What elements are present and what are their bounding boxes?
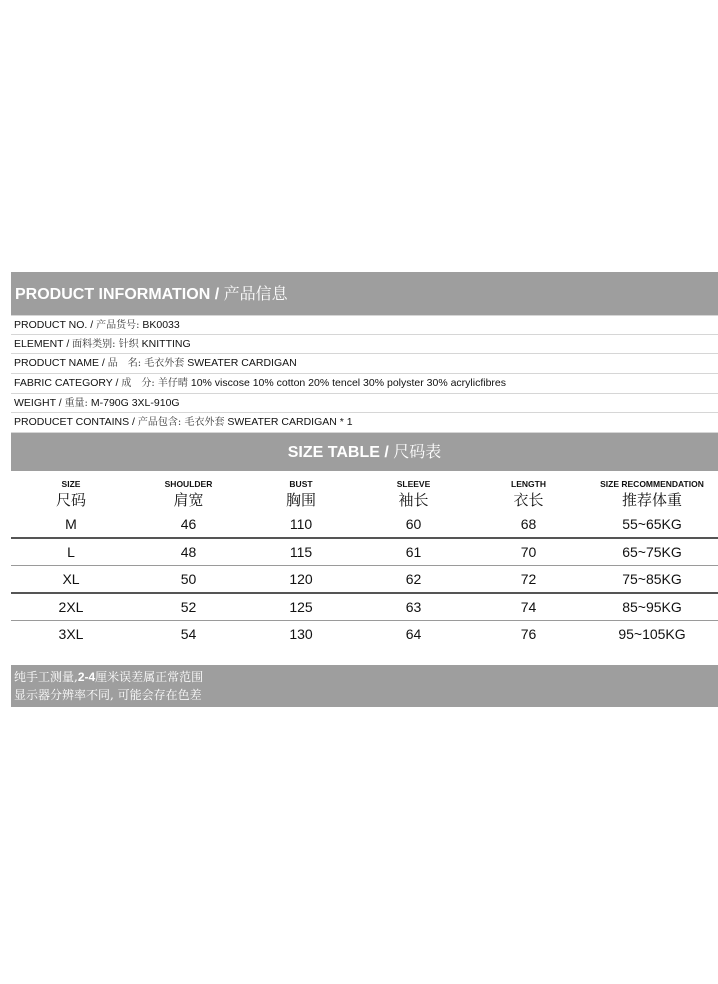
info-label: FABRIC CATEGORY / [14, 377, 119, 390]
product-info-list [11, 315, 718, 433]
size-table-header [11, 433, 718, 471]
product-info-title-zh: 产品信息 [223, 284, 288, 303]
note-line-1-post: 厘米误差属正常范围 [95, 670, 204, 684]
note-line-1-range: 2-4 [77, 670, 96, 684]
info-label-zh: 成 分: 羊仔晴 [121, 378, 188, 390]
cell-recommendation: 55~65KG [622, 516, 682, 532]
cell-shoulder: 52 [180, 599, 197, 615]
table-row [11, 539, 718, 566]
cell-shoulder: 46 [180, 516, 197, 532]
info-row-fabric-category [11, 374, 718, 394]
cell-bust: 130 [289, 626, 313, 642]
product-info-header [11, 272, 718, 315]
info-label: PRODUCT NO. / [14, 319, 94, 331]
info-row-product-no [11, 315, 718, 335]
info-value: SWEATER CARDIGAN [187, 357, 297, 370]
cell-length: 70 [520, 544, 537, 560]
size-table-body [11, 511, 718, 647]
cell-length: 72 [520, 571, 537, 587]
col-header-zh: 袖长 [398, 491, 429, 509]
spacer [11, 647, 718, 665]
col-header-en: SIZE [61, 479, 81, 489]
info-label-zh: 品 名: 毛衣外套 [107, 358, 185, 370]
cell-bust: 125 [289, 599, 313, 615]
col-header-zh: 尺码 [55, 491, 86, 509]
col-header-en: SLEEVE [396, 479, 431, 489]
cell-sleeve: 60 [405, 516, 422, 532]
col-header-shoulder [131, 471, 246, 511]
cell-sleeve: 63 [405, 599, 422, 615]
col-header-en: BUST [289, 479, 313, 489]
info-label: WEIGHT / [14, 396, 62, 409]
cell-bust: 120 [289, 571, 313, 587]
info-value: KNITTING [141, 337, 191, 350]
table-row [11, 594, 718, 621]
cell-size: 2XL [58, 599, 84, 615]
info-value: BK0033 [142, 319, 180, 331]
info-label-zh: 产品货号: [96, 320, 140, 331]
table-row [11, 566, 718, 594]
cell-length: 74 [520, 599, 537, 615]
col-header-size [11, 471, 131, 511]
cell-shoulder: 50 [180, 571, 197, 587]
size-table-title: SIZE TABLE / [287, 444, 389, 461]
col-header-zh: 胸围 [285, 491, 316, 509]
col-header-en: SIZE RECOMMENDATION [600, 479, 704, 489]
col-header-zh: 推荐体重 [621, 491, 682, 509]
cell-sleeve: 62 [405, 571, 422, 587]
col-header-length [471, 471, 586, 511]
cell-length: 68 [520, 516, 537, 532]
col-header-bust [246, 471, 356, 511]
col-header-zh: 衣长 [513, 491, 544, 509]
info-value: SWEATER CARDIGAN * 1 [227, 416, 353, 429]
info-label-zh: 产品包含: 毛衣外套 [137, 417, 225, 429]
cell-size: XL [62, 571, 80, 587]
info-value: 10% viscose 10% cotton 20% tencel 30% polyster 30% acrylicfibres [190, 377, 507, 390]
size-table-column-headers [11, 471, 718, 511]
cell-recommendation: 75~85KG [622, 571, 682, 587]
product-info-panel [11, 272, 718, 707]
table-row [11, 511, 718, 539]
product-info-title: PRODUCT INFORMATION / [15, 286, 220, 303]
info-row-element [11, 335, 718, 355]
col-header-en: SHOULDER [164, 479, 213, 489]
cell-bust: 110 [289, 516, 313, 532]
cell-shoulder: 48 [180, 544, 197, 560]
info-row-weight [11, 394, 718, 414]
info-label-zh: 面料类别: 针织 [72, 338, 139, 350]
cell-sleeve: 61 [405, 544, 422, 560]
cell-size: L [67, 544, 75, 560]
size-table-title-zh: 尺码表 [393, 442, 442, 461]
cell-sleeve: 64 [405, 626, 422, 642]
col-header-en: LENGTH [511, 479, 546, 489]
col-header-recommendation [586, 471, 718, 511]
cell-shoulder: 54 [180, 626, 197, 642]
cell-length: 76 [520, 626, 537, 642]
note-line-2: 显示器分辨率不同, 可能会存在色差 [14, 688, 202, 702]
info-label: PRODUCT NAME / [14, 357, 105, 370]
col-header-zh: 肩宽 [173, 491, 204, 509]
info-label: PRODUCET CONTAINS / [14, 416, 135, 429]
cell-recommendation: 95~105KG [618, 626, 686, 642]
note-line-1 [14, 668, 718, 686]
info-value: M-790G 3XL-910G [90, 396, 180, 409]
cell-size: M [65, 516, 77, 532]
table-row [11, 621, 718, 647]
info-label: ELEMENT / [14, 337, 70, 350]
info-label-zh: 重量: [64, 397, 88, 409]
cell-recommendation: 65~75KG [622, 544, 682, 560]
col-header-sleeve [356, 471, 471, 511]
note-line-1-pre: 纯手工测量, [14, 670, 78, 684]
cell-size: 3XL [58, 626, 84, 642]
cell-recommendation: 85~95KG [622, 599, 682, 615]
info-row-contains [11, 413, 718, 433]
measurement-note [11, 665, 718, 707]
info-row-product-name [11, 354, 718, 374]
cell-bust: 115 [289, 544, 313, 560]
